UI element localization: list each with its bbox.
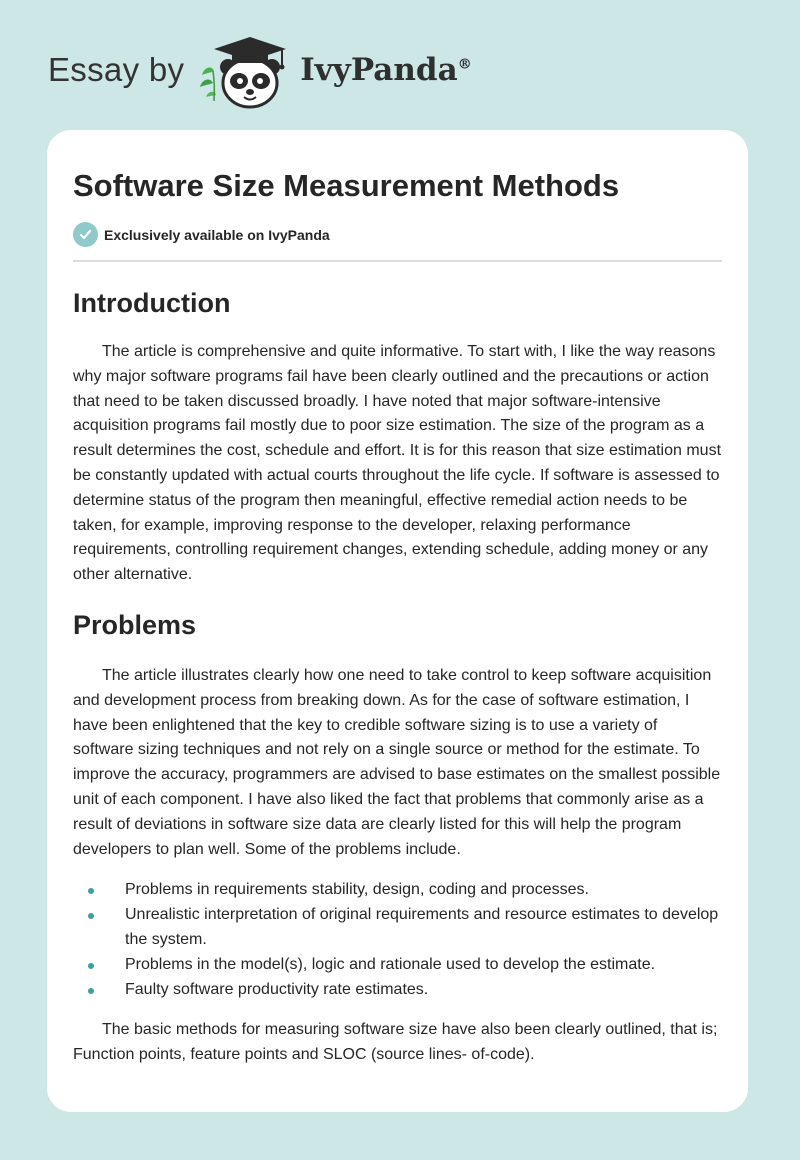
essay-title: Software Size Measurement Methods <box>73 168 620 203</box>
brand-header <box>48 30 472 110</box>
essay-card <box>47 130 748 1112</box>
methods-paragraph: The basic methods for measuring software size have also been clearly outlined, that is; Function points, feature points and SLOC (source lines- of-code). <box>73 1021 718 1064</box>
exclusive-label: Exclusively available on IvyPanda <box>104 226 330 243</box>
bullet-icon <box>88 963 94 969</box>
registered-mark: ® <box>457 56 472 73</box>
bullet-icon <box>88 888 94 894</box>
panda-logo-icon <box>198 31 296 109</box>
problems-paragraph: The article illustrates clearly how one need to take control to keep software acquisition and development process from breaking down. As for the case of software estimation, I have been enlightened that the key to credible software sizing is to use a variety of software sizing techniques and not rely on a single source or method for the estimate. To improve the accuracy, programmers are advised to base estimates on the smallest possible unit of each component. I have also liked the fact that problems that commonly arise as a result of deviations in software size data are clearly listed for this will help the program developers to plan well. Some of the problems include. <box>73 666 721 858</box>
bullet-icon <box>88 913 94 919</box>
section-heading-problems: Problems <box>73 609 197 640</box>
list-item: Problems in requirements stability, design, coding and processes. <box>73 878 722 903</box>
brand-prefix: Essay by <box>48 51 185 88</box>
check-circle-icon <box>73 222 98 247</box>
list-item: Faulty software productivity rate estimates. <box>73 978 722 1003</box>
brand-name: IvyPanda® <box>300 52 472 88</box>
list-item: Unrealistic interpretation of original requirements and resource estimates to develop the system. <box>73 903 722 953</box>
exclusive-badge <box>73 222 722 247</box>
bullet-icon <box>88 988 94 994</box>
section-heading-introduction: Introduction <box>73 288 231 318</box>
problems-list <box>73 878 722 1002</box>
divider <box>73 260 722 262</box>
list-item: Problems in the model(s), logic and rationale used to develop the estimate. <box>73 953 722 978</box>
introduction-paragraph: The article is comprehensive and quite informative. To start with, I like the way reasons why major software programs fail have been clearly outlined and the precautions or action that need to be taken discussed broadly. I have noted that major software-intensive acquisition programs fail mostly due to poor size estimation. The size of the program as a result determines the cost, schedule and effort. It is for this reason that size estimation must be constantly updated with actual courts throughout the life cycle. If software is assessed to determine status of the program then meaningful, effective remedial action needs to be taken, for example, improving response to the developer, relaxing performance requirements, controlling requirement changes, extending schedule, adding money or any other alternative. <box>73 343 722 584</box>
